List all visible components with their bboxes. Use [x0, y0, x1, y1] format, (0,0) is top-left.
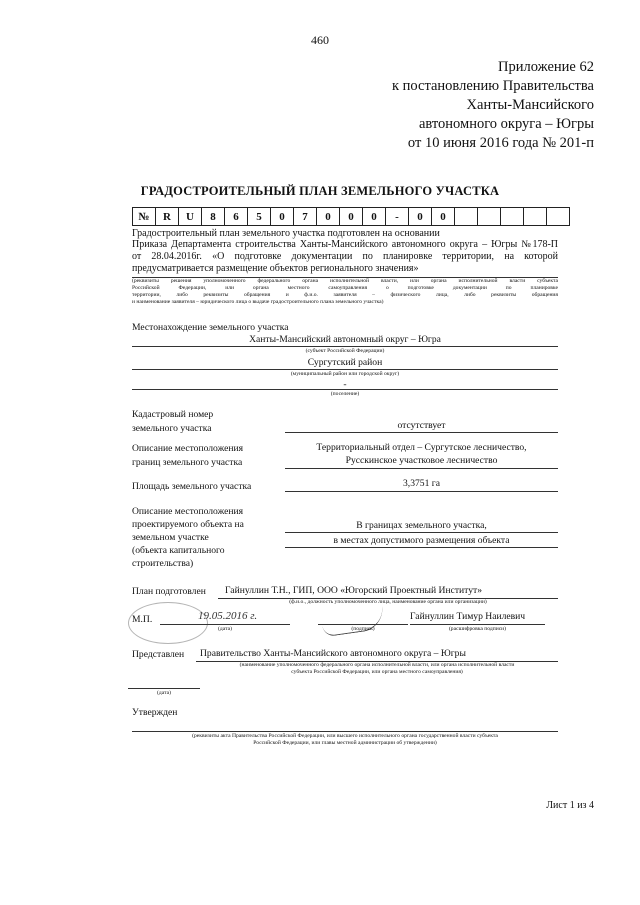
object-value-1: В границах земельного участка,: [356, 520, 487, 531]
prepared-value: Гайнуллин Т.Н., ГИП, ООО «Югорский Проектный Институт»: [225, 585, 483, 596]
boundaries-value-1: Территориальный отдел – Сургутское лесничество,: [316, 442, 527, 453]
object-label-1: Описание местоположения: [132, 506, 244, 517]
boundaries-label-2: границ земельного участка: [132, 457, 243, 468]
basis-section: [132, 228, 558, 275]
cadastral-label-2: земельного участка: [132, 423, 212, 434]
plan-number-cell: 8: [202, 208, 225, 226]
submitted-value: Правительство Ханты-Мансийского автономного округа – Югры: [200, 648, 466, 659]
submitted-date-line: [128, 688, 200, 689]
plan-number-cell: R: [156, 208, 179, 226]
basis-line-3: предусматривается размещение объектов регионального значения»: [132, 263, 419, 274]
location-subject-line: [132, 346, 558, 347]
prepared-name-caption: (расшифровка подписи): [448, 626, 507, 632]
location-subject-caption: (субъект Российской Федерации): [305, 348, 385, 354]
submitted-caption: [196, 662, 558, 676]
area-label: Площадь земельного участка: [132, 481, 252, 492]
plan-number-cell: [547, 208, 570, 226]
submitted-caption-1: (наименование уполномоченного федерального органа исполнительной власти, или органа исполнительной власти: [239, 662, 515, 668]
approved-caption-2: Российской Федерации, или главы местной администрации об утверждении): [253, 740, 437, 746]
location-district-caption: (муниципальный район или городской округ): [290, 371, 400, 377]
approved-line: [132, 731, 558, 732]
object-label-5: строительства): [132, 558, 194, 569]
sheet-number: Лист 1 из 4: [546, 800, 594, 811]
boundaries-line: [285, 468, 558, 469]
boundaries-label-1: Описание местоположения: [132, 443, 244, 454]
plan-number-cell: [478, 208, 501, 226]
location-subject-value: Ханты-Мансийский автономный округ – Югра: [249, 334, 441, 345]
prepared-name-line: [410, 624, 545, 625]
location-district-value: Сургутский район: [307, 357, 383, 368]
prepared-caption: (ф.и.о., должность уполномоченного лица, наименование органа или организации): [289, 599, 487, 605]
object-label-2: проектируемого объекта на: [132, 519, 244, 530]
plan-number-cell: U: [179, 208, 202, 226]
location-label: Местонахождение земельного участка: [132, 322, 289, 333]
basis-note-3: территории, либо реквизиты обращения и ф.и.о. заявителя – физического лица, либо реквизиты обращения: [132, 292, 558, 298]
location-district-line: [132, 369, 558, 370]
appendix-line-2: к постановлению Правительства: [392, 78, 594, 94]
location-settlement-value: -: [343, 379, 347, 390]
prepared-date-caption: (дата): [218, 626, 232, 632]
object-label-4: (объекта капитального: [132, 545, 225, 556]
cadastral-value: отсутствует: [397, 420, 446, 431]
appendix-line-4: автономного округа – Югры: [418, 116, 594, 132]
page-number: 460: [311, 33, 329, 47]
document-title: ГРАДОСТРОИТЕЛЬНЫЙ ПЛАН ЗЕМЕЛЬНОГО УЧАСТКА: [140, 184, 500, 198]
plan-number-cell: 0: [317, 208, 340, 226]
plan-number-cell: 0: [340, 208, 363, 226]
plan-number-cell: [455, 208, 478, 226]
plan-number-cell: 0: [432, 208, 455, 226]
object-label-3: земельном участке: [132, 532, 209, 543]
object-line-2: [285, 547, 558, 548]
appendix-line-3: Ханты-Мансийского: [466, 97, 594, 113]
plan-number-grid: [132, 207, 570, 226]
approved-caption: [132, 733, 558, 747]
prepared-sign-caption: (подпись): [351, 626, 375, 632]
prepared-date-line: [160, 624, 290, 625]
location-settlement-caption: (поселение): [330, 391, 360, 397]
appendix-block: [392, 58, 594, 153]
basis-note-4: и наименование заявителя – юридического лица о выдаче градостроительного плана земельного участка): [132, 299, 384, 305]
cadastral-label-1: Кадастровый номер: [132, 409, 214, 420]
plan-number-cell: 0: [271, 208, 294, 226]
prepared-name-value: Гайнуллин Тимур Наилевич: [410, 611, 526, 622]
basis-note-1: (реквизиты решения уполномоченного федерального органа исполнительной власти, или органа исполнительной власти субъекта: [132, 278, 558, 284]
basis-note: [132, 278, 558, 306]
prepared-label: План подготовлен: [132, 586, 206, 597]
plan-number-cell: №: [133, 208, 156, 226]
prepared-date-value: 19.05.2016 г.: [198, 610, 258, 622]
approved-caption-1: (реквизиты акта Правительства Российской Федерации, или высшего исполнительного органа государственной власти субъекта: [192, 733, 498, 739]
submitted-label: Представлен: [132, 649, 185, 660]
boundaries-label: [132, 442, 243, 470]
boundaries-value-2: Русскинское участковое лесничество: [345, 455, 498, 466]
location-settlement-line: [132, 389, 558, 390]
plan-number-cell: 0: [363, 208, 386, 226]
plan-number-cell: 5: [248, 208, 271, 226]
plan-number-cell: [501, 208, 524, 226]
area-line: [285, 491, 558, 492]
prepared-sign-line: [318, 624, 408, 625]
plan-number-cell: -: [386, 208, 409, 226]
plan-number-cell: 6: [225, 208, 248, 226]
plan-number-cell: [524, 208, 547, 226]
basis-note-2: Российской Федерации, или органа местного самоуправления о подготовке документации по планировке: [132, 285, 558, 291]
object-label: [132, 505, 244, 570]
cadastral-line: [285, 432, 558, 433]
plan-number-cell: 0: [409, 208, 432, 226]
boundaries-value: [285, 441, 558, 467]
basis-heading: Градостроительный план земельного участка подготовлен на основании: [132, 228, 440, 239]
approved-label: Утвержден: [132, 707, 178, 718]
submitted-date-caption: (дата): [157, 690, 171, 696]
area-value: 3,3751 га: [403, 478, 440, 489]
submitted-caption-2: субъекта Российской Федерации, или органа местного самоуправления): [291, 669, 463, 675]
appendix-line-1: Приложение 62: [498, 59, 594, 75]
cadastral-label: [132, 408, 213, 436]
appendix-line-5: от 10 июня 2016 года № 201-п: [407, 135, 594, 151]
basis-line-1: Приказа Департамента строительства Ханты-Мансийского автономного округа – Югры №178-П: [132, 239, 558, 250]
object-line-1: [285, 532, 558, 533]
seal-placeholder: М.П.: [132, 614, 153, 625]
basis-line-2: от 28.04.2016г. «О подготовке документации по планировке территории, на которой: [132, 251, 558, 262]
object-value-2: в местах допустимого размещения объекта: [333, 535, 510, 546]
plan-number-cell: 7: [294, 208, 317, 226]
